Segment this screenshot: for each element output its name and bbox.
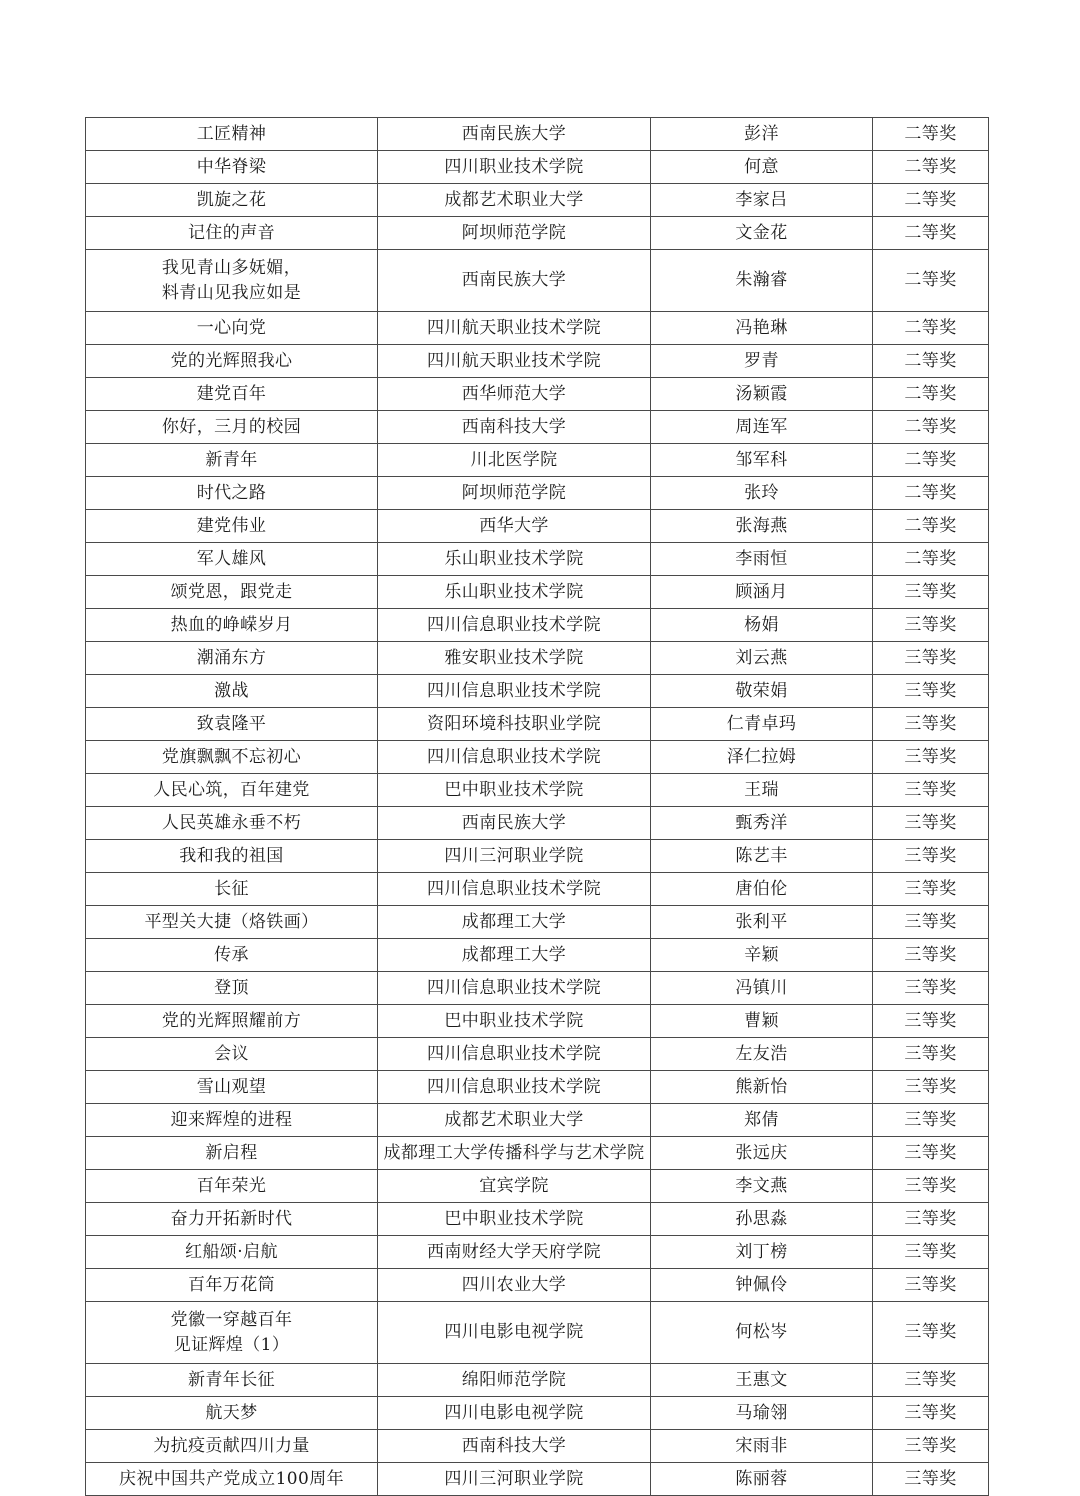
cell-school: 四川航天职业技术学院	[378, 345, 651, 378]
cell-school: 绵阳师范学院	[378, 1364, 651, 1397]
cell-work-title: 军人雄风	[86, 543, 378, 576]
cell-author: 孙思淼	[651, 1203, 873, 1236]
work-title-line-2: 料青山见我应如是	[161, 282, 302, 303]
cell-school: 雅安职业技术学院	[378, 642, 651, 675]
cell-school: 巴中职业技术学院	[378, 1005, 651, 1038]
cell-award-level: 三等奖	[873, 1005, 989, 1038]
cell-author: 杨娟	[651, 609, 873, 642]
cell-award-level: 二等奖	[873, 217, 989, 250]
table-row	[86, 378, 989, 411]
cell-school: 资阳环境科技职业学院	[378, 708, 651, 741]
cell-author: 冯艳琳	[651, 312, 873, 345]
cell-work-title: 红船颂·启航	[86, 1236, 378, 1269]
table-row	[86, 972, 989, 1005]
cell-award-level: 三等奖	[873, 708, 989, 741]
cell-school: 西南民族大学	[378, 807, 651, 840]
work-title-line-2: 见证辉煌（1）	[173, 1334, 290, 1355]
table-row	[86, 543, 989, 576]
table-row	[86, 906, 989, 939]
table-row	[86, 1302, 989, 1364]
cell-author: 钟佩伶	[651, 1269, 873, 1302]
cell-work-title: 航天梦	[86, 1397, 378, 1430]
cell-author: 仁青卓玛	[651, 708, 873, 741]
table-row	[86, 807, 989, 840]
cell-work-title: 我和我的祖国	[86, 840, 378, 873]
award-table-body	[86, 118, 989, 1496]
table-row	[86, 1364, 989, 1397]
cell-work-title: 奋力开拓新时代	[86, 1203, 378, 1236]
cell-award-level: 三等奖	[873, 774, 989, 807]
table-row	[86, 741, 989, 774]
cell-award-level: 三等奖	[873, 1364, 989, 1397]
cell-school: 四川信息职业技术学院	[378, 1071, 651, 1104]
cell-author: 王惠文	[651, 1364, 873, 1397]
cell-school: 成都理工大学	[378, 939, 651, 972]
cell-work-title: 中华脊梁	[86, 151, 378, 184]
cell-award-level: 三等奖	[873, 807, 989, 840]
cell-work-title: 为抗疫贡献四川力量	[86, 1430, 378, 1463]
cell-author: 冯镇川	[651, 972, 873, 1005]
table-row	[86, 312, 989, 345]
cell-author: 唐伯伦	[651, 873, 873, 906]
cell-work-title: 新青年长征	[86, 1364, 378, 1397]
cell-author: 陈艺丰	[651, 840, 873, 873]
cell-award-level: 三等奖	[873, 1203, 989, 1236]
table-row	[86, 510, 989, 543]
cell-work-title: 热血的峥嵘岁月	[86, 609, 378, 642]
cell-school: 西南科技大学	[378, 1430, 651, 1463]
cell-author: 邹军科	[651, 444, 873, 477]
cell-school: 西南财经大学天府学院	[378, 1236, 651, 1269]
table-row	[86, 642, 989, 675]
cell-author: 陈丽蓉	[651, 1463, 873, 1496]
cell-award-level: 二等奖	[873, 250, 989, 312]
cell-award-level: 二等奖	[873, 151, 989, 184]
cell-work-title: 建党百年	[86, 378, 378, 411]
table-row	[86, 1397, 989, 1430]
cell-work-title: 人民心筑，百年建党	[86, 774, 378, 807]
cell-award-level: 三等奖	[873, 840, 989, 873]
cell-author: 朱瀚睿	[651, 250, 873, 312]
cell-author: 左友浩	[651, 1038, 873, 1071]
table-row	[86, 774, 989, 807]
cell-school: 乐山职业技术学院	[378, 543, 651, 576]
cell-award-level: 三等奖	[873, 1269, 989, 1302]
cell-award-level: 三等奖	[873, 576, 989, 609]
cell-school: 四川信息职业技术学院	[378, 741, 651, 774]
cell-work-title: 新青年	[86, 444, 378, 477]
table-row	[86, 151, 989, 184]
table-row	[86, 184, 989, 217]
cell-award-level: 三等奖	[873, 972, 989, 1005]
cell-work-title: 你好，三月的校园	[86, 411, 378, 444]
cell-award-level: 二等奖	[873, 444, 989, 477]
table-row	[86, 1236, 989, 1269]
cell-award-level: 三等奖	[873, 1463, 989, 1496]
cell-award-level: 二等奖	[873, 312, 989, 345]
cell-school: 四川航天职业技术学院	[378, 312, 651, 345]
cell-award-level: 三等奖	[873, 1236, 989, 1269]
cell-work-title: 时代之路	[86, 477, 378, 510]
cell-author: 熊新怡	[651, 1071, 873, 1104]
cell-work-title: 雪山观望	[86, 1071, 378, 1104]
cell-award-level: 三等奖	[873, 1137, 989, 1170]
cell-work-title: 会议	[86, 1038, 378, 1071]
cell-school: 西南科技大学	[378, 411, 651, 444]
table-row	[86, 1170, 989, 1203]
cell-author: 马瑜翎	[651, 1397, 873, 1430]
cell-school: 宜宾学院	[378, 1170, 651, 1203]
cell-work-title: 新启程	[86, 1137, 378, 1170]
cell-author: 彭洋	[651, 118, 873, 151]
table-row	[86, 675, 989, 708]
cell-award-level: 三等奖	[873, 906, 989, 939]
cell-work-title: 长征	[86, 873, 378, 906]
table-row	[86, 444, 989, 477]
table-row	[86, 840, 989, 873]
table-row	[86, 1203, 989, 1236]
table-row	[86, 1104, 989, 1137]
cell-award-level: 三等奖	[873, 1302, 989, 1364]
cell-author: 周连军	[651, 411, 873, 444]
cell-work-title: 潮涌东方	[86, 642, 378, 675]
cell-author: 何意	[651, 151, 873, 184]
cell-award-level: 三等奖	[873, 741, 989, 774]
cell-work-title: 颂党恩，跟党走	[86, 576, 378, 609]
cell-author: 李家吕	[651, 184, 873, 217]
cell-award-level: 三等奖	[873, 1397, 989, 1430]
cell-author: 郑倩	[651, 1104, 873, 1137]
table-row	[86, 1137, 989, 1170]
cell-award-level: 三等奖	[873, 1038, 989, 1071]
cell-work-title: 凯旋之花	[86, 184, 378, 217]
cell-school: 巴中职业技术学院	[378, 774, 651, 807]
cell-award-level: 三等奖	[873, 873, 989, 906]
cell-author: 张利平	[651, 906, 873, 939]
table-row	[86, 609, 989, 642]
cell-author: 罗青	[651, 345, 873, 378]
cell-work-title: 传承	[86, 939, 378, 972]
cell-award-level: 二等奖	[873, 543, 989, 576]
cell-author: 刘云燕	[651, 642, 873, 675]
cell-work-title: 激战	[86, 675, 378, 708]
cell-author: 曹颖	[651, 1005, 873, 1038]
cell-author: 顾涵月	[651, 576, 873, 609]
table-row	[86, 1463, 989, 1496]
cell-work-title: 党的光辉照我心	[86, 345, 378, 378]
cell-work-title: 致袁隆平	[86, 708, 378, 741]
cell-award-level: 二等奖	[873, 378, 989, 411]
cell-work-title: 人民英雄永垂不朽	[86, 807, 378, 840]
table-row	[86, 1430, 989, 1463]
cell-work-title: 记住的声音	[86, 217, 378, 250]
table-row	[86, 250, 989, 312]
cell-author: 泽仁拉姆	[651, 741, 873, 774]
cell-author: 张远庆	[651, 1137, 873, 1170]
cell-work-title: 党旗飘飘不忘初心	[86, 741, 378, 774]
cell-school: 四川信息职业技术学院	[378, 675, 651, 708]
cell-author: 文金花	[651, 217, 873, 250]
cell-award-level: 二等奖	[873, 411, 989, 444]
table-row	[86, 217, 989, 250]
cell-school: 西华大学	[378, 510, 651, 543]
award-table-container	[85, 117, 988, 1496]
cell-author: 敬荣娟	[651, 675, 873, 708]
work-title-line-1: 党徽一穿越百年	[170, 1309, 293, 1330]
cell-school: 乐山职业技术学院	[378, 576, 651, 609]
cell-award-level: 二等奖	[873, 477, 989, 510]
cell-award-level: 二等奖	[873, 118, 989, 151]
cell-author: 张海燕	[651, 510, 873, 543]
cell-school: 四川职业技术学院	[378, 151, 651, 184]
cell-award-level: 二等奖	[873, 345, 989, 378]
table-row	[86, 118, 989, 151]
cell-school: 西华师范大学	[378, 378, 651, 411]
cell-school: 四川信息职业技术学院	[378, 609, 651, 642]
cell-author: 汤颖霞	[651, 378, 873, 411]
table-row	[86, 1038, 989, 1071]
table-row	[86, 708, 989, 741]
cell-author: 宋雨非	[651, 1430, 873, 1463]
cell-school: 成都艺术职业大学	[378, 184, 651, 217]
cell-award-level: 三等奖	[873, 1104, 989, 1137]
cell-author: 何松岑	[651, 1302, 873, 1364]
cell-work-title: 百年万花筒	[86, 1269, 378, 1302]
cell-school: 阿坝师范学院	[378, 477, 651, 510]
cell-school: 成都理工大学传播科学与艺术学院	[378, 1137, 651, 1170]
cell-school: 川北医学院	[378, 444, 651, 477]
cell-award-level: 二等奖	[873, 510, 989, 543]
cell-award-level: 二等奖	[873, 184, 989, 217]
cell-author: 刘丁榜	[651, 1236, 873, 1269]
cell-author: 李文燕	[651, 1170, 873, 1203]
cell-work-title	[86, 1302, 378, 1364]
cell-work-title: 一心向党	[86, 312, 378, 345]
work-title-line-1: 我见青山多妩媚，	[161, 257, 302, 278]
table-row	[86, 873, 989, 906]
cell-school: 四川信息职业技术学院	[378, 1038, 651, 1071]
table-row	[86, 1005, 989, 1038]
cell-work-title: 迎来辉煌的进程	[86, 1104, 378, 1137]
cell-school: 成都艺术职业大学	[378, 1104, 651, 1137]
cell-work-title	[86, 250, 378, 312]
award-results-table	[85, 117, 989, 1496]
cell-school: 四川信息职业技术学院	[378, 972, 651, 1005]
cell-author: 李雨恒	[651, 543, 873, 576]
cell-award-level: 三等奖	[873, 1071, 989, 1104]
cell-work-title: 登顶	[86, 972, 378, 1005]
table-row	[86, 939, 989, 972]
cell-school: 四川电影电视学院	[378, 1397, 651, 1430]
cell-author: 王瑞	[651, 774, 873, 807]
table-row	[86, 345, 989, 378]
cell-author: 张玲	[651, 477, 873, 510]
cell-award-level: 三等奖	[873, 609, 989, 642]
cell-award-level: 三等奖	[873, 642, 989, 675]
table-row	[86, 576, 989, 609]
table-row	[86, 411, 989, 444]
cell-school: 巴中职业技术学院	[378, 1203, 651, 1236]
cell-award-level: 三等奖	[873, 1170, 989, 1203]
cell-award-level: 三等奖	[873, 939, 989, 972]
cell-work-title: 工匠精神	[86, 118, 378, 151]
cell-school: 四川电影电视学院	[378, 1302, 651, 1364]
cell-author: 辛颖	[651, 939, 873, 972]
cell-award-level: 三等奖	[873, 1430, 989, 1463]
cell-school: 西南民族大学	[378, 118, 651, 151]
cell-school: 四川三河职业学院	[378, 840, 651, 873]
cell-work-title: 党的光辉照耀前方	[86, 1005, 378, 1038]
cell-school: 四川三河职业学院	[378, 1463, 651, 1496]
table-row	[86, 1071, 989, 1104]
cell-work-title: 建党伟业	[86, 510, 378, 543]
cell-work-title: 平型关大捷（烙铁画）	[86, 906, 378, 939]
cell-work-title: 庆祝中国共产党成立100周年	[86, 1463, 378, 1496]
table-row	[86, 1269, 989, 1302]
cell-award-level: 三等奖	[873, 675, 989, 708]
table-row	[86, 477, 989, 510]
cell-work-title: 百年荣光	[86, 1170, 378, 1203]
cell-author: 甄秀洋	[651, 807, 873, 840]
cell-school: 成都理工大学	[378, 906, 651, 939]
cell-school: 四川农业大学	[378, 1269, 651, 1302]
cell-school: 四川信息职业技术学院	[378, 873, 651, 906]
cell-school: 西南民族大学	[378, 250, 651, 312]
cell-school: 阿坝师范学院	[378, 217, 651, 250]
